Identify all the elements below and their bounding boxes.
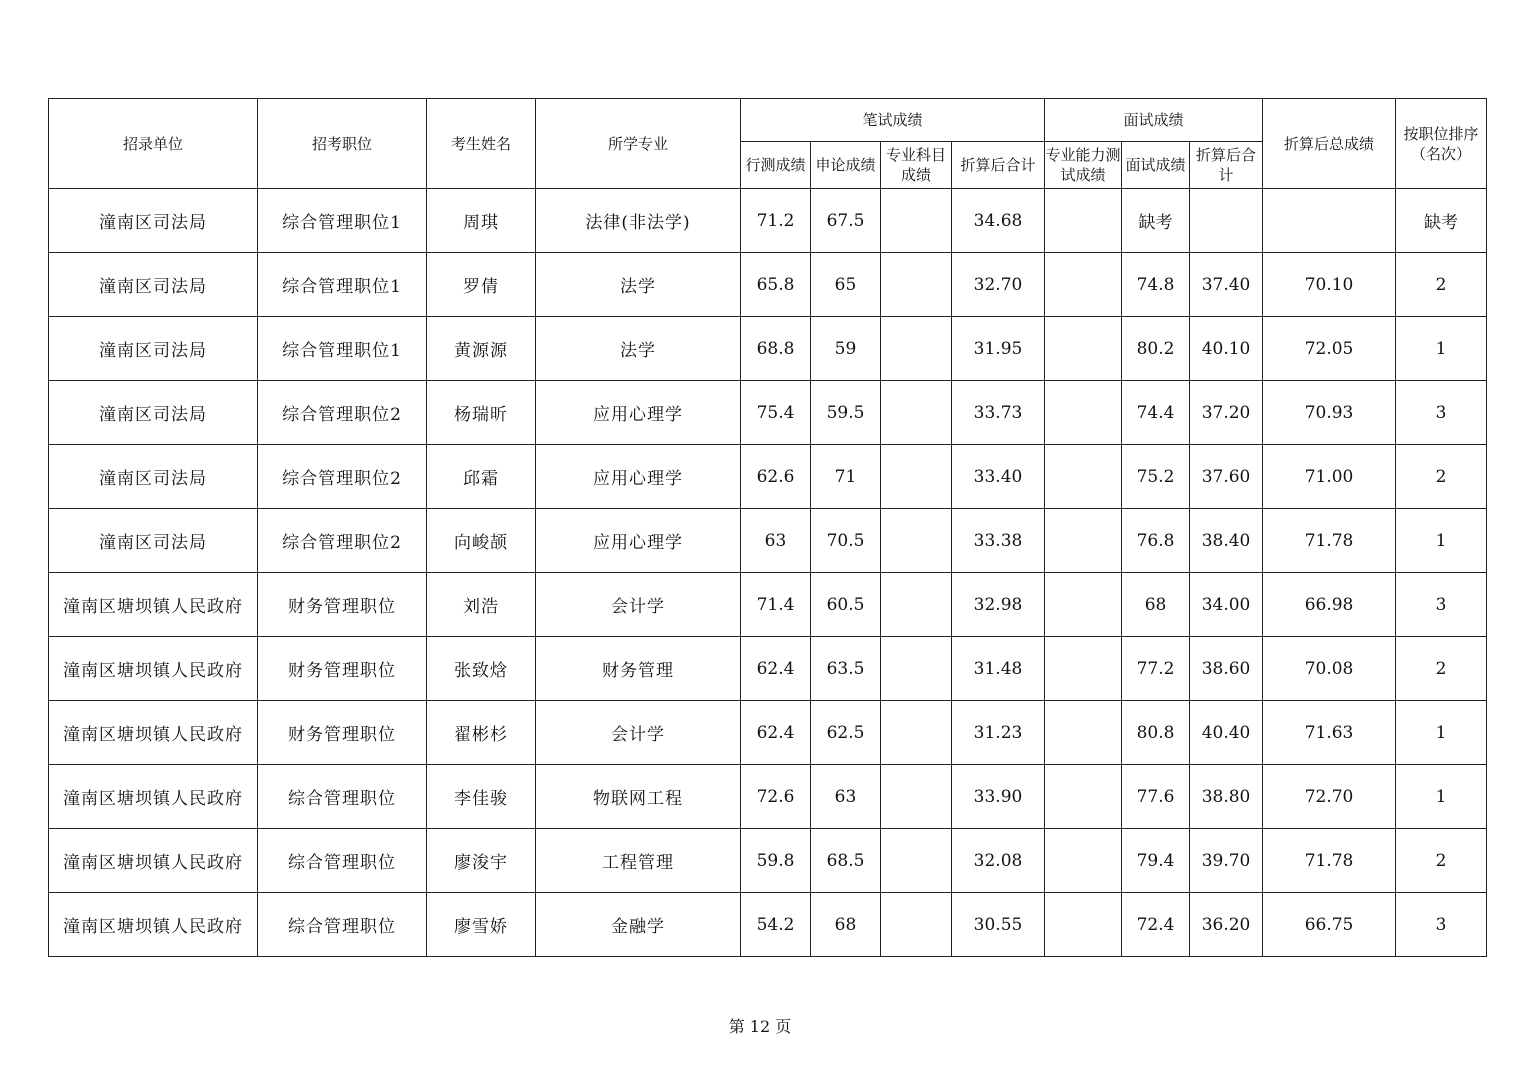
- cell-position: 财务管理职位: [258, 637, 427, 701]
- cell-ability: [1045, 509, 1122, 573]
- cell-shenlun: 68.5: [811, 829, 881, 893]
- cell-position: 综合管理职位1: [258, 253, 427, 317]
- table-row: [49, 189, 1487, 253]
- cell-final: 70.93: [1263, 381, 1396, 445]
- cell-interview: 77.6: [1122, 765, 1190, 829]
- cell-interview-total: 34.00: [1190, 573, 1263, 637]
- cell-rank: 3: [1396, 893, 1487, 957]
- cell-shenlun: 63: [811, 765, 881, 829]
- header-name: 考生姓名: [427, 99, 536, 189]
- cell-ability: [1045, 445, 1122, 509]
- cell-ability: [1045, 829, 1122, 893]
- cell-ability: [1045, 253, 1122, 317]
- cell-zhuanye: [881, 445, 952, 509]
- cell-final: 71.78: [1263, 509, 1396, 573]
- cell-major: 金融学: [536, 893, 741, 957]
- cell-interview-total: 38.80: [1190, 765, 1263, 829]
- cell-xingce: 72.6: [741, 765, 811, 829]
- cell-xingce: 59.8: [741, 829, 811, 893]
- cell-written-total: 32.08: [952, 829, 1045, 893]
- cell-final: 71.78: [1263, 829, 1396, 893]
- table-row: [49, 893, 1487, 957]
- header-major: 所学专业: [536, 99, 741, 189]
- cell-unit: 潼南区塘坝镇人民政府: [49, 893, 258, 957]
- cell-shenlun: 67.5: [811, 189, 881, 253]
- cell-written-total: 30.55: [952, 893, 1045, 957]
- cell-xingce: 62.4: [741, 637, 811, 701]
- cell-xingce: 63: [741, 509, 811, 573]
- cell-name: 廖雪娇: [427, 893, 536, 957]
- cell-ability: [1045, 189, 1122, 253]
- cell-shenlun: 68: [811, 893, 881, 957]
- cell-written-total: 31.95: [952, 317, 1045, 381]
- page-number: 第 12 页: [728, 1017, 792, 1036]
- cell-rank: 1: [1396, 509, 1487, 573]
- cell-written-total: 31.23: [952, 701, 1045, 765]
- header-position: 招考职位: [258, 99, 427, 189]
- cell-xingce: 75.4: [741, 381, 811, 445]
- cell-unit: 潼南区塘坝镇人民政府: [49, 701, 258, 765]
- cell-interview-total: 39.70: [1190, 829, 1263, 893]
- cell-position: 综合管理职位2: [258, 509, 427, 573]
- cell-interview: 74.4: [1122, 381, 1190, 445]
- cell-zhuanye: [881, 637, 952, 701]
- cell-major: 工程管理: [536, 829, 741, 893]
- cell-name: 周琪: [427, 189, 536, 253]
- cell-major: 会计学: [536, 573, 741, 637]
- cell-xingce: 62.4: [741, 701, 811, 765]
- cell-shenlun: 59.5: [811, 381, 881, 445]
- table-row: [49, 253, 1487, 317]
- cell-final: 71.63: [1263, 701, 1396, 765]
- score-table-body: [49, 189, 1487, 957]
- cell-interview: 68: [1122, 573, 1190, 637]
- cell-unit: 潼南区塘坝镇人民政府: [49, 573, 258, 637]
- cell-shenlun: 63.5: [811, 637, 881, 701]
- cell-rank: 缺考: [1396, 189, 1487, 253]
- cell-zhuanye: [881, 573, 952, 637]
- cell-rank: 2: [1396, 637, 1487, 701]
- cell-final: 66.75: [1263, 893, 1396, 957]
- cell-unit: 潼南区塘坝镇人民政府: [49, 765, 258, 829]
- cell-written-total: 33.90: [952, 765, 1045, 829]
- cell-written-total: 32.70: [952, 253, 1045, 317]
- cell-name: 罗倩: [427, 253, 536, 317]
- cell-interview: 79.4: [1122, 829, 1190, 893]
- cell-shenlun: 60.5: [811, 573, 881, 637]
- cell-xingce: 68.8: [741, 317, 811, 381]
- cell-xingce: 71.2: [741, 189, 811, 253]
- header-zhuanye: 专业科目成绩: [881, 142, 952, 189]
- header-written-total: 折算后合计: [952, 142, 1045, 189]
- cell-final: 72.05: [1263, 317, 1396, 381]
- cell-rank: 1: [1396, 765, 1487, 829]
- cell-rank: 3: [1396, 573, 1487, 637]
- cell-shenlun: 70.5: [811, 509, 881, 573]
- cell-final: 70.08: [1263, 637, 1396, 701]
- cell-position: 综合管理职位1: [258, 189, 427, 253]
- cell-major: 法律(非法学): [536, 189, 741, 253]
- cell-major: 应用心理学: [536, 509, 741, 573]
- cell-zhuanye: [881, 765, 952, 829]
- header-interview: 面试成绩: [1122, 142, 1190, 189]
- cell-interview-total: 38.40: [1190, 509, 1263, 573]
- header-written-group: 笔试成绩: [741, 99, 1045, 142]
- cell-interview-total: 37.20: [1190, 381, 1263, 445]
- cell-major: 法学: [536, 317, 741, 381]
- cell-name: 张致焓: [427, 637, 536, 701]
- cell-unit: 潼南区司法局: [49, 381, 258, 445]
- table-row: [49, 317, 1487, 381]
- cell-ability: [1045, 573, 1122, 637]
- cell-interview: 76.8: [1122, 509, 1190, 573]
- table-row: [49, 829, 1487, 893]
- cell-final: 71.00: [1263, 445, 1396, 509]
- cell-interview-total: 37.40: [1190, 253, 1263, 317]
- cell-interview: 74.8: [1122, 253, 1190, 317]
- cell-position: 综合管理职位2: [258, 445, 427, 509]
- cell-xingce: 71.4: [741, 573, 811, 637]
- cell-unit: 潼南区司法局: [49, 317, 258, 381]
- header-rank: 按职位排序（名次）: [1396, 99, 1487, 189]
- score-table: [48, 98, 1487, 957]
- cell-unit: 潼南区司法局: [49, 445, 258, 509]
- cell-interview-total: 40.10: [1190, 317, 1263, 381]
- cell-xingce: 62.6: [741, 445, 811, 509]
- cell-shenlun: 65: [811, 253, 881, 317]
- cell-interview: 缺考: [1122, 189, 1190, 253]
- cell-shenlun: 71: [811, 445, 881, 509]
- cell-interview: 75.2: [1122, 445, 1190, 509]
- cell-final: 66.98: [1263, 573, 1396, 637]
- cell-ability: [1045, 765, 1122, 829]
- cell-major: 会计学: [536, 701, 741, 765]
- cell-xingce: 65.8: [741, 253, 811, 317]
- cell-interview: 77.2: [1122, 637, 1190, 701]
- cell-position: 综合管理职位1: [258, 317, 427, 381]
- cell-position: 财务管理职位: [258, 573, 427, 637]
- cell-ability: [1045, 893, 1122, 957]
- cell-shenlun: 62.5: [811, 701, 881, 765]
- cell-rank: 2: [1396, 445, 1487, 509]
- cell-interview: 80.8: [1122, 701, 1190, 765]
- cell-name: 向峻颉: [427, 509, 536, 573]
- cell-name: 翟彬杉: [427, 701, 536, 765]
- header-interview-group: 面试成绩: [1045, 99, 1263, 142]
- cell-name: 廖浚宇: [427, 829, 536, 893]
- cell-unit: 潼南区司法局: [49, 253, 258, 317]
- cell-name: 黄源源: [427, 317, 536, 381]
- cell-name: 刘浩: [427, 573, 536, 637]
- header-xingce: 行测成绩: [741, 142, 811, 189]
- cell-major: 应用心理学: [536, 445, 741, 509]
- cell-position: 综合管理职位: [258, 829, 427, 893]
- cell-interview-total: 40.40: [1190, 701, 1263, 765]
- header-final: 折算后总成绩: [1263, 99, 1396, 189]
- cell-final: [1263, 189, 1396, 253]
- cell-name: 邱霜: [427, 445, 536, 509]
- cell-written-total: 32.98: [952, 573, 1045, 637]
- cell-written-total: 31.48: [952, 637, 1045, 701]
- header-shenlun: 申论成绩: [811, 142, 881, 189]
- cell-ability: [1045, 637, 1122, 701]
- cell-ability: [1045, 317, 1122, 381]
- cell-position: 综合管理职位: [258, 765, 427, 829]
- cell-name: 李佳骏: [427, 765, 536, 829]
- cell-shenlun: 59: [811, 317, 881, 381]
- cell-ability: [1045, 701, 1122, 765]
- cell-interview: 72.4: [1122, 893, 1190, 957]
- cell-unit: 潼南区司法局: [49, 509, 258, 573]
- cell-zhuanye: [881, 253, 952, 317]
- cell-written-total: 33.40: [952, 445, 1045, 509]
- table-row: [49, 701, 1487, 765]
- cell-written-total: 33.38: [952, 509, 1045, 573]
- cell-zhuanye: [881, 893, 952, 957]
- table-row: [49, 765, 1487, 829]
- cell-position: 综合管理职位2: [258, 381, 427, 445]
- cell-unit: 潼南区司法局: [49, 189, 258, 253]
- table-row: [49, 573, 1487, 637]
- cell-interview-total: [1190, 189, 1263, 253]
- cell-final: 70.10: [1263, 253, 1396, 317]
- cell-interview-total: 37.60: [1190, 445, 1263, 509]
- cell-rank: 1: [1396, 317, 1487, 381]
- table-row: [49, 509, 1487, 573]
- table-row: [49, 445, 1487, 509]
- cell-major: 物联网工程: [536, 765, 741, 829]
- cell-zhuanye: [881, 829, 952, 893]
- cell-written-total: 34.68: [952, 189, 1045, 253]
- table-row: [49, 381, 1487, 445]
- cell-rank: 2: [1396, 829, 1487, 893]
- cell-major: 财务管理: [536, 637, 741, 701]
- cell-written-total: 33.73: [952, 381, 1045, 445]
- cell-interview: 80.2: [1122, 317, 1190, 381]
- cell-zhuanye: [881, 701, 952, 765]
- table-row: [49, 637, 1487, 701]
- cell-zhuanye: [881, 317, 952, 381]
- cell-major: 应用心理学: [536, 381, 741, 445]
- cell-rank: 1: [1396, 701, 1487, 765]
- cell-position: 综合管理职位: [258, 893, 427, 957]
- cell-interview-total: 38.60: [1190, 637, 1263, 701]
- cell-major: 法学: [536, 253, 741, 317]
- header-unit: 招录单位: [49, 99, 258, 189]
- cell-unit: 潼南区塘坝镇人民政府: [49, 829, 258, 893]
- cell-interview-total: 36.20: [1190, 893, 1263, 957]
- cell-zhuanye: [881, 189, 952, 253]
- cell-rank: 2: [1396, 253, 1487, 317]
- cell-ability: [1045, 381, 1122, 445]
- cell-position: 财务管理职位: [258, 701, 427, 765]
- cell-zhuanye: [881, 509, 952, 573]
- cell-xingce: 54.2: [741, 893, 811, 957]
- header-interview-total: 折算后合计: [1190, 142, 1263, 189]
- cell-unit: 潼南区塘坝镇人民政府: [49, 637, 258, 701]
- header-ability: 专业能力测试成绩: [1045, 142, 1122, 189]
- cell-final: 72.70: [1263, 765, 1396, 829]
- cell-zhuanye: [881, 381, 952, 445]
- cell-name: 杨瑞昕: [427, 381, 536, 445]
- cell-rank: 3: [1396, 381, 1487, 445]
